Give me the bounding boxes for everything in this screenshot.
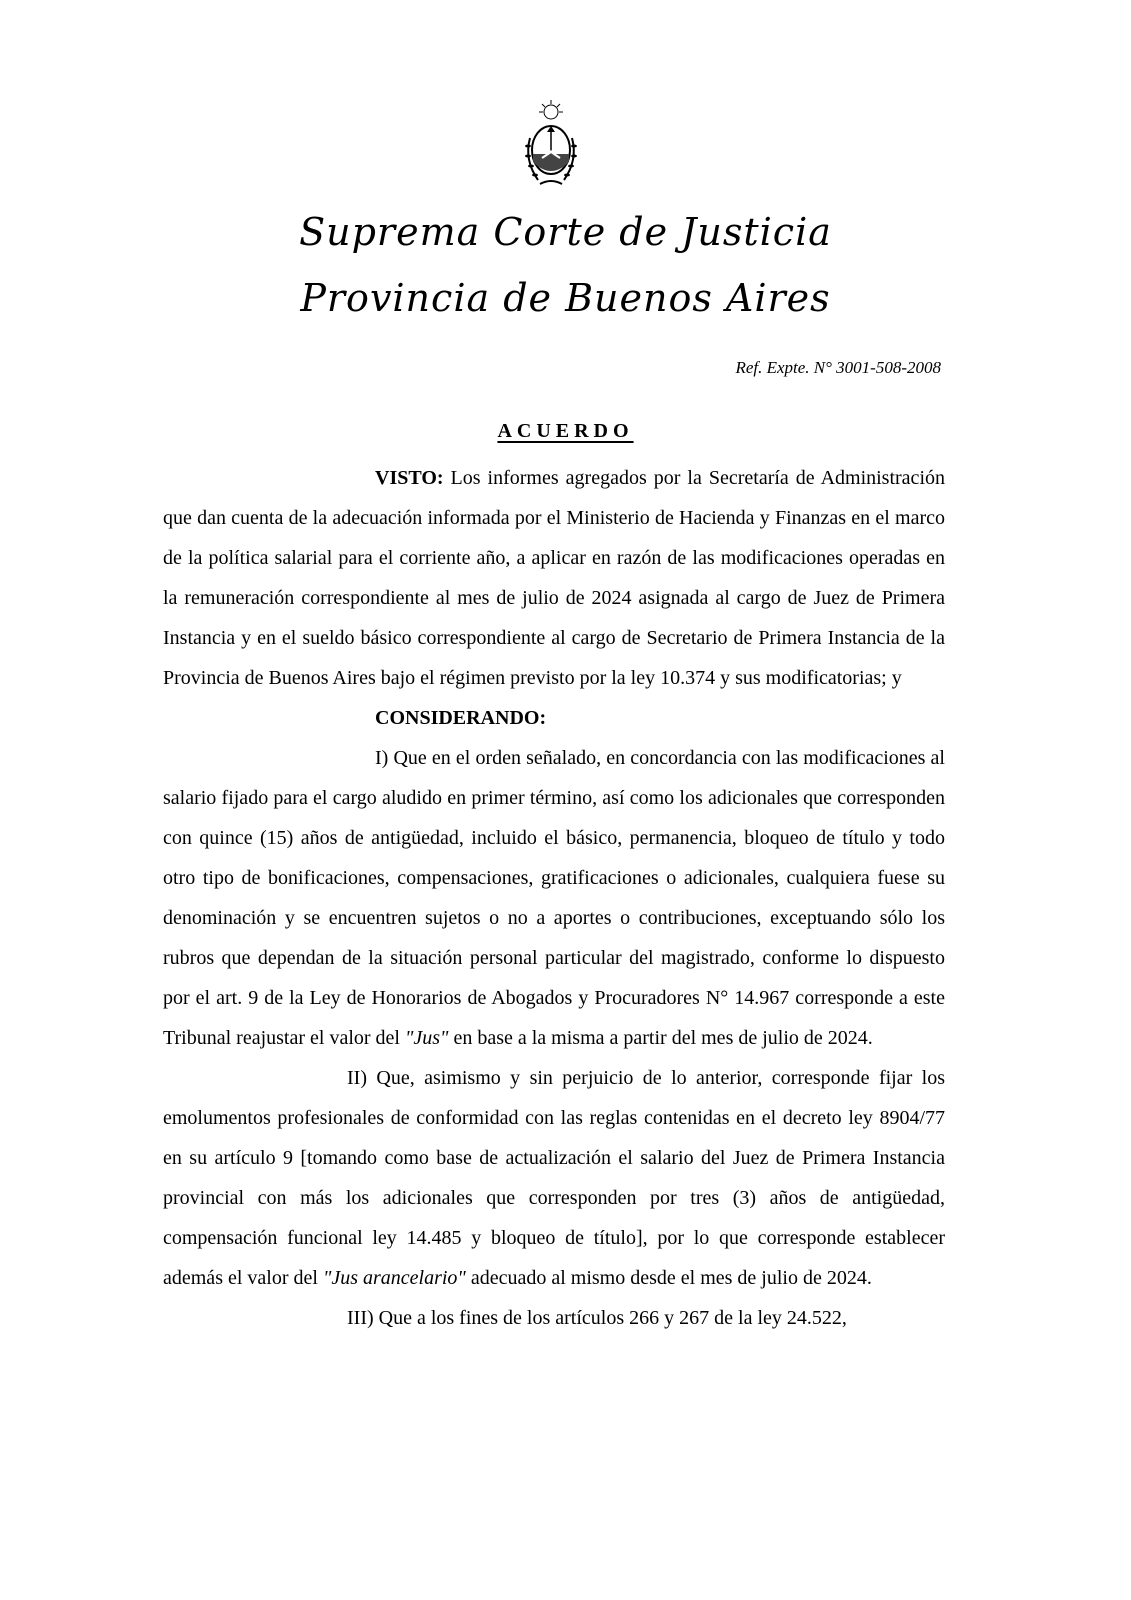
document-body: [163, 458, 945, 1338]
court-name-line2: Provincia de Buenos Aires: [300, 276, 831, 320]
file-reference: Ref. Expte. N° 3001-508-2008: [735, 358, 941, 377]
considerando-label: CONSIDERANDO:: [375, 707, 547, 729]
visto-text: Los informes agregados por la Secretaría de Administración que dan cuenta de la adecuación informada por el Ministerio de Hacienda y Finanzas en el marco de la política salarial para el corriente año, a aplicar en razón de las modificaciones operadas en la remuneración correspondiente al mes de julio de 2024 asignada al cargo de Juez de Primera Instancia y en el sueldo básico correspondiente al cargo de Secretario de Primera Instancia de la Provincia de Buenos Aires bajo el régimen previsto por la ley 10.374 y sus modificatorias; y: [163, 467, 945, 689]
paragraph-2-text: II) Que, asimismo y sin perjuicio de lo anterior, corresponde fijar los emolumentos profesionales de conformidad con las reglas contenidas en el decreto ley 8904/77 en su artículo 9 [tomando como base de actualización el salario del Juez de Primera Instancia provincial con más los adicionales que corresponden por tres (3) años de antigüedad, compensación funcional ley 14.485 y bloqueo de título], por lo que corresponde establecer además el valor del: [163, 1067, 945, 1289]
visto-label: VISTO:: [375, 467, 444, 489]
document-title: ACUERDO: [497, 420, 634, 442]
court-name-line1: Suprema Corte de Justicia: [299, 210, 832, 254]
paragraph-1-text-end: en base a la misma a partir del mes de julio de 2024.: [448, 1027, 873, 1049]
visto-paragraph: [163, 458, 945, 698]
coat-of-arms-seal: [520, 98, 582, 192]
paragraph-1-text: I) Que en el orden señalado, en concordancia con las modificaciones al salario fijado para el cargo aludido en primer término, así como los adicionales que corresponden con quince (15) años de antigüedad, incluido el básico, permanencia, bloqueo de título y todo otro tipo de bonificaciones, compensaciones, gratificaciones o adicionales, cualquiera fuese su denominación y se encuentren sujetos o no a aportes o contribuciones, exceptuando sólo los rubros que dependan de la situación personal particular del magistrado, conforme lo dispuesto por el art. 9 de la Ley de Honorarios de Abogados y Procuradores N° 14.967 corresponde a este Tribunal reajustar el valor del: [163, 747, 945, 1049]
jus-arancelario-term: "Jus arancelario": [322, 1267, 466, 1289]
considerando-paragraph-3: III) Que a los fines de los artículos 266 y 267 de la ley 24.522,: [347, 1307, 847, 1329]
considerando-paragraph-1: [163, 738, 945, 1058]
paragraph-2-text-end: adecuado al mismo desde el mes de julio de 2024.: [465, 1267, 872, 1289]
considerando-paragraph-2: [163, 1058, 945, 1298]
jus-term: "Jus": [404, 1027, 449, 1049]
